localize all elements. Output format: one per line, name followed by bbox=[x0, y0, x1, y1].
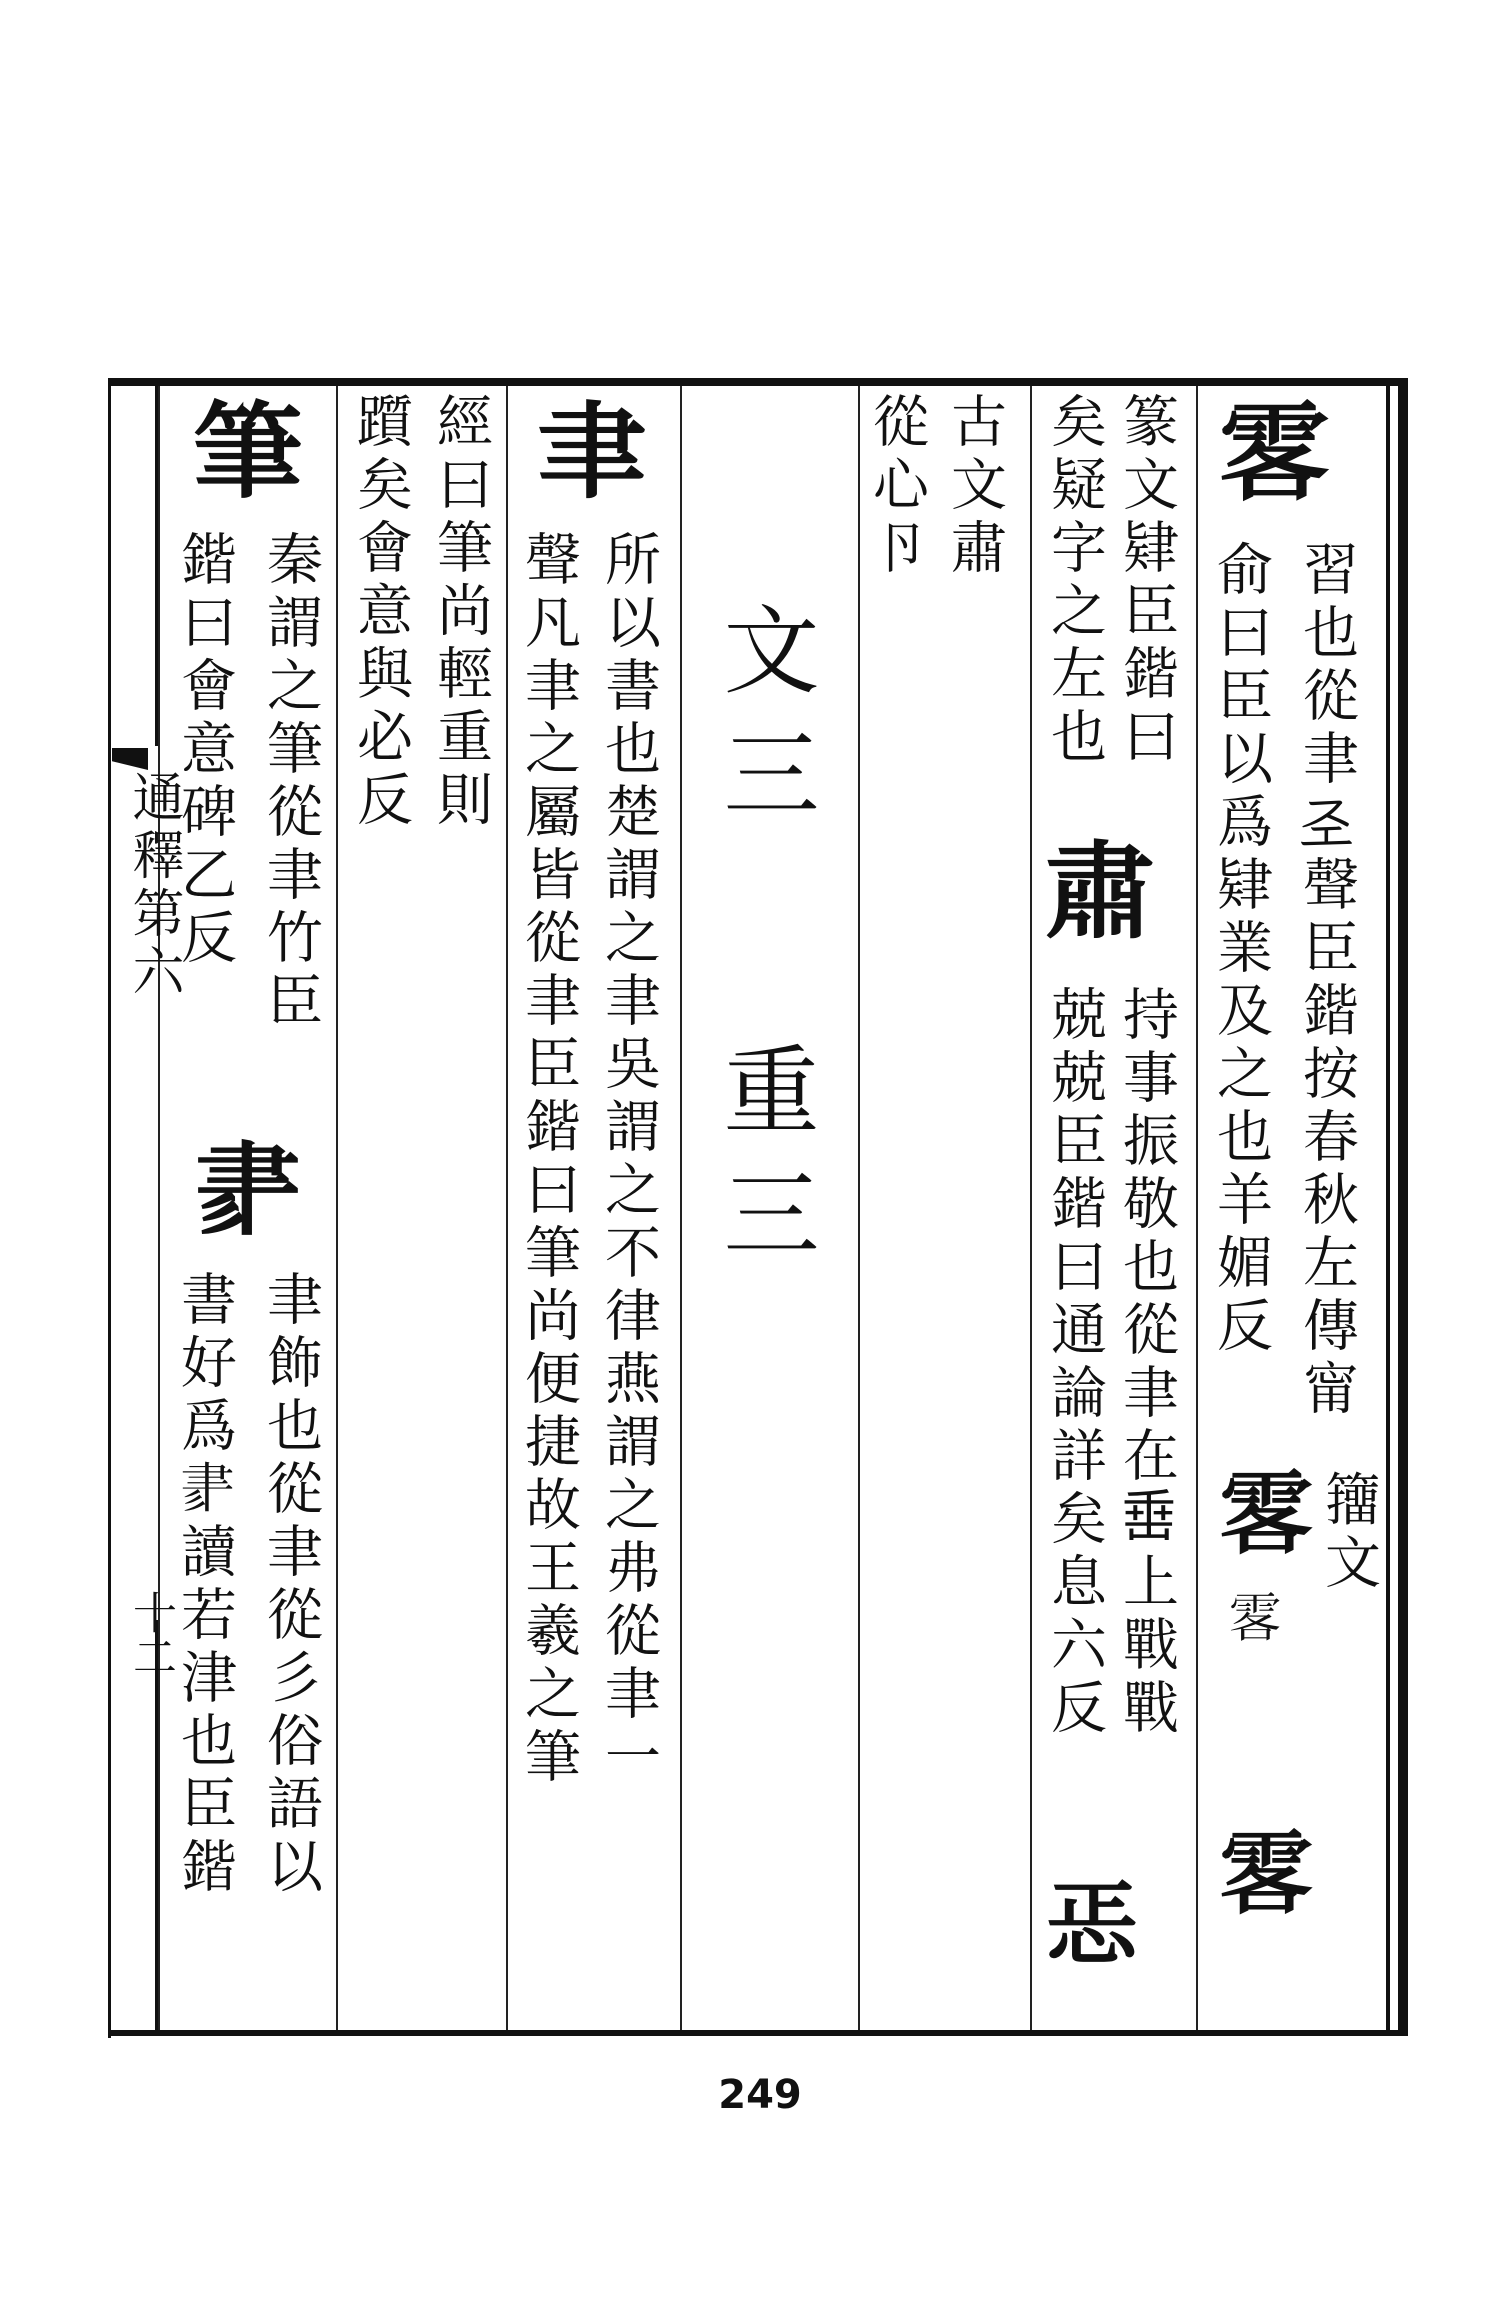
fore-edge-title: 通釋第六 bbox=[123, 770, 183, 1002]
column-rule bbox=[158, 386, 160, 2030]
column-rule bbox=[336, 386, 338, 2030]
text-column: 躓矣會意與必反 bbox=[348, 392, 413, 833]
seal-character-yi-variant: 𩂣 bbox=[1219, 1462, 1313, 1566]
text-column: 習也從聿𢀖聲臣鍇按春秋左傳甯 bbox=[1294, 540, 1359, 1422]
text-column: 篆文肄臣鍇曰 bbox=[1114, 392, 1179, 770]
seal-character-bi: 筆 bbox=[193, 390, 303, 513]
frame-inner-rule bbox=[1386, 380, 1390, 2032]
text-column: 從心卪 bbox=[864, 392, 929, 581]
text-column: 兢兢臣鍇曰通論詳矣息六反 bbox=[1042, 985, 1107, 1741]
summary-wen-count: 文三 bbox=[708, 600, 820, 848]
seal-character-su: 肅 bbox=[1045, 830, 1155, 953]
text-column: 秦謂之筆從聿竹臣 bbox=[258, 530, 323, 1034]
column-rule bbox=[858, 386, 860, 2030]
seal-character-su-gu: 𢘫 bbox=[1045, 1872, 1139, 1976]
fore-edge-folio: 十二 bbox=[125, 1590, 176, 1678]
text-column: 矣疑字之左也 bbox=[1042, 392, 1107, 770]
text-column: 經曰筆尚輕重則 bbox=[428, 392, 493, 833]
seal-character-jin: 𦘔 bbox=[193, 1130, 303, 1253]
text-column: 所以書也楚謂之聿吳謂之不律燕謂之弗從聿一 bbox=[596, 530, 661, 1790]
seal-character-yi-zhou: 𩂣 bbox=[1219, 1822, 1313, 1926]
fore-edge-box bbox=[112, 386, 158, 746]
column-rule bbox=[506, 386, 508, 2030]
page-number: 249 bbox=[718, 2072, 802, 2118]
text-column: 俞曰臣以爲肄業及之也羊媚反 bbox=[1208, 540, 1273, 1359]
seal-character-yu: 聿 bbox=[537, 390, 647, 513]
fore-edge-box-lower bbox=[112, 1620, 158, 2030]
text-column: 持事振敬也從聿在𡸁上戰戰 bbox=[1114, 985, 1179, 1741]
text-column: 鍇曰會意碑乙反 bbox=[172, 530, 237, 971]
text-column: 聿飾也從聿從彡俗語以 bbox=[258, 1270, 323, 1900]
seal-character-yi: 𩂣 bbox=[1219, 392, 1329, 515]
column-rule bbox=[680, 386, 682, 2030]
column-rule bbox=[1196, 386, 1198, 2030]
text-column: 古文肅 bbox=[942, 392, 1007, 581]
text-column: 聲凡聿之屬皆從聿臣鍇曰筆尚便捷故王羲之筆 bbox=[516, 530, 581, 1790]
frame-left-rule bbox=[108, 378, 111, 2038]
text-column: 書好爲𦘔讀若津也臣鍇 bbox=[172, 1270, 237, 1900]
zhouwen-gloss: 𩂣 bbox=[1222, 1590, 1282, 1648]
summary-chong-count: 重三 bbox=[708, 1040, 820, 1288]
column-rule bbox=[1030, 386, 1032, 2030]
zhouwen-label: 籒文 bbox=[1316, 1470, 1381, 1596]
